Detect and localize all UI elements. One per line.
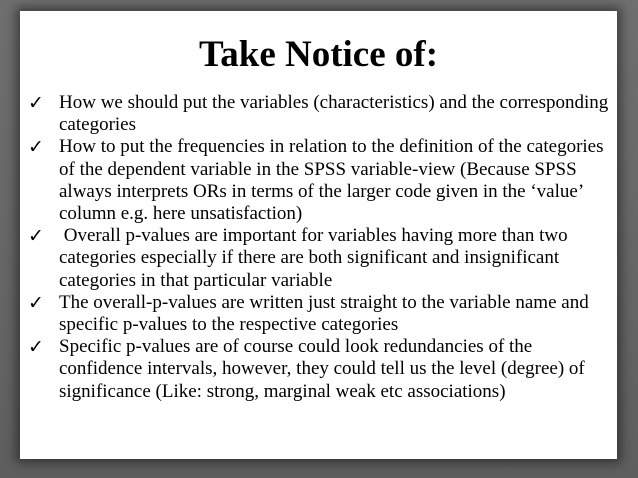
list-item-text: How to put the frequencies in relation to the definition of the categories of the dependent variable in the SPSS variable-view (Because SPSS always interprets ORs in terms of the larger code given in the ‘value’ column e.g. here unsatisfaction) — [59, 136, 604, 225]
checkmark-icon: ✓ — [28, 136, 44, 159]
slide — [20, 11, 617, 459]
list-item — [28, 336, 613, 403]
notice-list — [28, 92, 613, 403]
slide-title: Take Notice of: — [198, 34, 439, 75]
list-item-text: How we should put the variables (characteristics) and the corresponding categories — [59, 92, 609, 136]
list-item — [28, 136, 613, 225]
list-item — [28, 225, 613, 292]
list-item — [28, 92, 613, 136]
checkmark-icon: ✓ — [28, 225, 44, 248]
list-item-text: Specific p-values are of course could look redundancies of the confidence intervals, however, they could tell us the level (degree) of significance (Like: strong, marginal weak etc associations) — [59, 336, 585, 402]
checkmark-icon: ✓ — [28, 92, 44, 114]
checkmark-icon: ✓ — [28, 336, 44, 359]
list-item-text: The overall-p-values are written just straight to the variable name and specific p-values to the respective categories — [59, 291, 589, 336]
list-item-text: Overall p-values are important for variables having more than two categories especially if there are both significant and insignificant categories in that particular variable — [59, 225, 573, 291]
list-item — [28, 292, 613, 336]
checkmark-icon: ✓ — [28, 291, 44, 314]
